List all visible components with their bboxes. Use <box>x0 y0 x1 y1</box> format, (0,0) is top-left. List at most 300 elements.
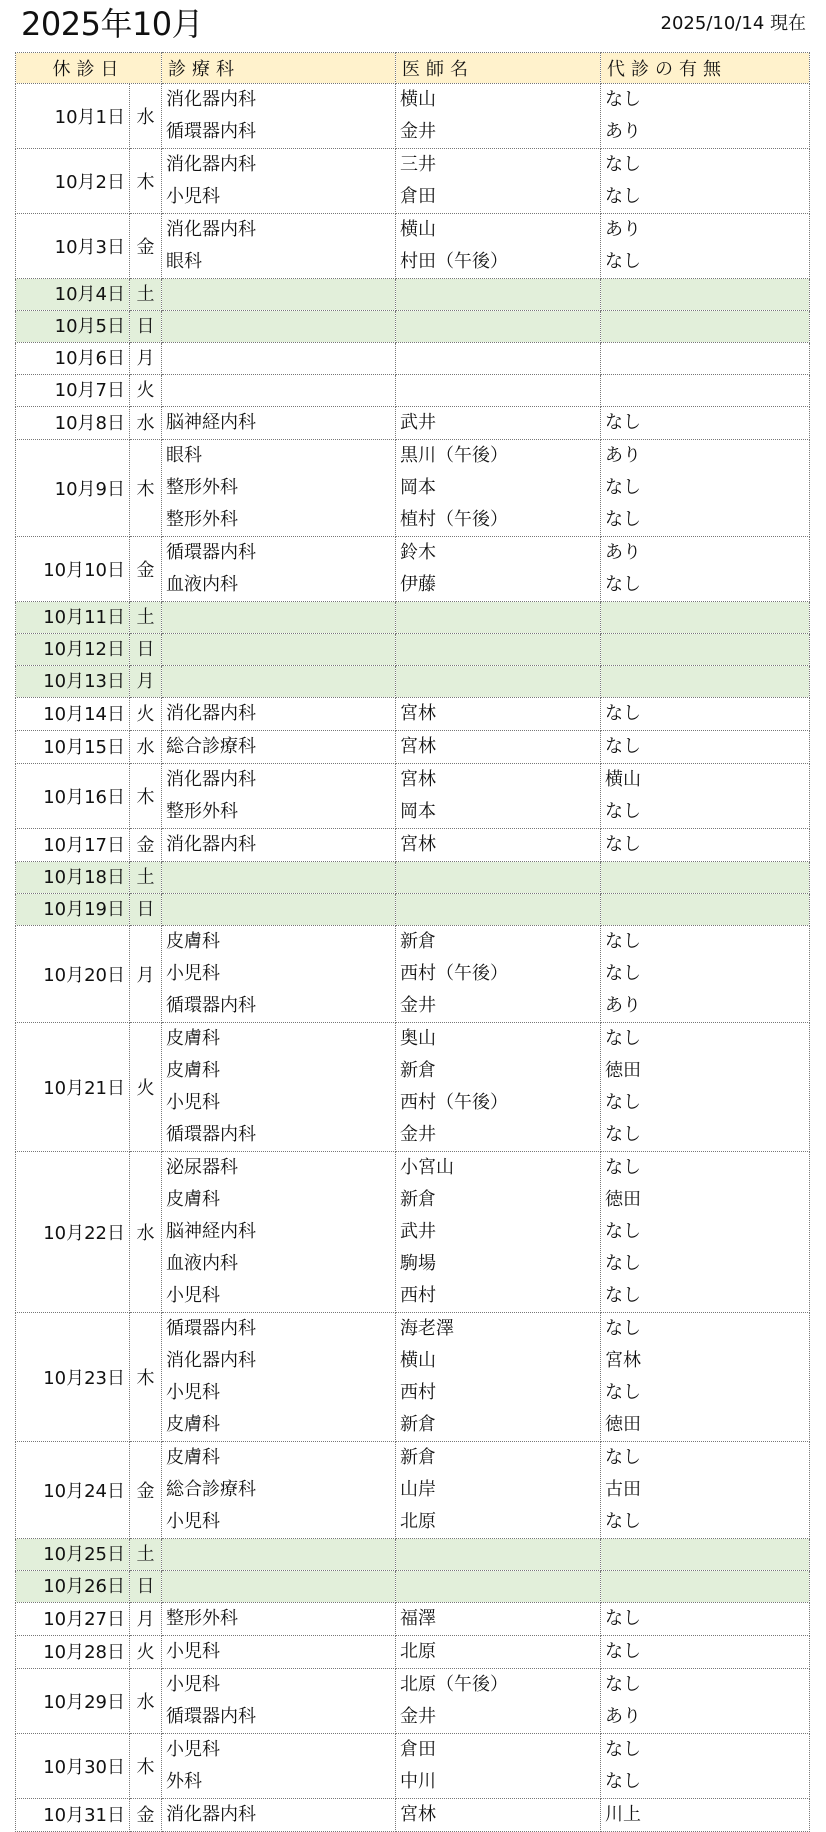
table-row <box>16 862 810 894</box>
day-of-week: 木 <box>130 149 162 214</box>
substitute-value: なし <box>605 834 641 855</box>
table-row <box>16 1669 810 1734</box>
department-cell <box>162 764 396 829</box>
department: 整形外科 <box>166 509 238 530</box>
closed-date: 10月27日 <box>16 1603 130 1636</box>
substitute-cell <box>601 1603 810 1636</box>
department-cell <box>162 666 396 698</box>
substitute-cell <box>601 214 810 279</box>
substitute-cell <box>601 1442 810 1539</box>
substitute-cell <box>601 666 810 698</box>
substitute-cell <box>601 440 810 537</box>
table-row <box>16 1636 810 1669</box>
department-cell <box>162 311 396 343</box>
closed-date: 10月17日 <box>16 829 130 862</box>
substitute-value: 徳田 <box>605 1060 641 1081</box>
doctor-name: 北原 <box>400 1511 436 1532</box>
department: 泌尿器科 <box>166 1157 238 1178</box>
department: 整形外科 <box>166 801 238 822</box>
doctor-name: 武井 <box>400 412 436 433</box>
doctor-name: 奥山 <box>400 1028 436 1049</box>
doctor-name: 新倉 <box>400 1060 436 1081</box>
department: 消化器内科 <box>166 154 256 175</box>
doctor-name: 宮林 <box>400 703 436 724</box>
doctor-name: 北原（午後） <box>400 1674 508 1695</box>
doctor-cell <box>396 1636 601 1669</box>
substitute-value: なし <box>605 477 641 498</box>
department-cell <box>162 894 396 926</box>
department: 眼科 <box>166 445 202 466</box>
doctor-cell <box>396 375 601 407</box>
table-row <box>16 1603 810 1636</box>
doctor-name: 金井 <box>400 1124 436 1145</box>
closed-date: 10月16日 <box>16 764 130 829</box>
doctor-cell <box>396 602 601 634</box>
department: 消化器内科 <box>166 89 256 110</box>
doctor-name: 岡本 <box>400 477 436 498</box>
substitute-value: あり <box>605 542 641 563</box>
substitute-cell <box>601 149 810 214</box>
substitute-cell <box>601 537 810 602</box>
substitute-cell <box>601 926 810 1023</box>
department: 整形外科 <box>166 1608 238 1629</box>
schedule-body <box>16 84 810 1832</box>
day-of-week: 水 <box>130 407 162 440</box>
department-cell <box>162 602 396 634</box>
closed-date: 10月1日 <box>16 84 130 149</box>
substitute-cell <box>601 1152 810 1313</box>
doctor-name: 岡本 <box>400 801 436 822</box>
day-of-week: 火 <box>130 1023 162 1152</box>
substitute-cell <box>601 1636 810 1669</box>
department-cell <box>162 1539 396 1571</box>
substitute-cell <box>601 1539 810 1571</box>
substitute-cell <box>601 1799 810 1832</box>
closed-date: 10月26日 <box>16 1571 130 1603</box>
closed-date: 10月29日 <box>16 1669 130 1734</box>
substitute-cell <box>601 731 810 764</box>
substitute-value: あり <box>605 995 641 1016</box>
day-of-week: 水 <box>130 1152 162 1313</box>
header-doctor: 医師名 <box>396 53 601 84</box>
department: 皮膚科 <box>166 1189 220 1210</box>
doctor-cell <box>396 1734 601 1799</box>
doctor-cell <box>396 1442 601 1539</box>
table-row <box>16 311 810 343</box>
doctor-cell <box>396 731 601 764</box>
department-cell <box>162 407 396 440</box>
substitute-cell <box>601 279 810 311</box>
department: 小児科 <box>166 1382 220 1403</box>
substitute-value: 宮林 <box>605 1350 641 1371</box>
substitute-cell <box>601 1313 810 1442</box>
closed-date: 10月5日 <box>16 311 130 343</box>
doctor-name: 山岸 <box>400 1479 436 1500</box>
department-cell <box>162 829 396 862</box>
substitute-value: なし <box>605 1641 641 1662</box>
doctor-name: 黒川（午後） <box>400 445 508 466</box>
table-row <box>16 375 810 407</box>
department: 消化器内科 <box>166 219 256 240</box>
closed-date: 10月10日 <box>16 537 130 602</box>
department: 小児科 <box>166 963 220 984</box>
header-department: 診療科 <box>162 53 396 84</box>
department: 総合診療科 <box>166 1479 256 1500</box>
department: 皮膚科 <box>166 1414 220 1435</box>
table-row <box>16 279 810 311</box>
day-of-week: 月 <box>130 666 162 698</box>
doctor-name: 駒場 <box>400 1253 436 1274</box>
department: 血液内科 <box>166 574 238 595</box>
substitute-value: なし <box>605 1318 641 1339</box>
department-cell <box>162 1152 396 1313</box>
doctor-cell <box>396 829 601 862</box>
day-of-week: 金 <box>130 1799 162 1832</box>
department-cell <box>162 1734 396 1799</box>
department-cell <box>162 1313 396 1442</box>
day-of-week: 金 <box>130 829 162 862</box>
closed-date: 10月2日 <box>16 149 130 214</box>
day-of-week: 土 <box>130 279 162 311</box>
doctor-cell <box>396 537 601 602</box>
department-cell <box>162 1669 396 1734</box>
table-row <box>16 214 810 279</box>
department-cell <box>162 84 396 149</box>
substitute-value: あり <box>605 445 641 466</box>
closed-date: 10月25日 <box>16 1539 130 1571</box>
doctor-cell <box>396 440 601 537</box>
table-row <box>16 1734 810 1799</box>
table-row <box>16 1539 810 1571</box>
doctor-name: 伊藤 <box>400 574 436 595</box>
day-of-week: 金 <box>130 537 162 602</box>
department: 総合診療科 <box>166 736 256 757</box>
table-header-row <box>16 53 810 84</box>
table-row <box>16 1152 810 1313</box>
substitute-value: なし <box>605 963 641 984</box>
department: 循環器内科 <box>166 995 256 1016</box>
substitute-value: なし <box>605 1608 641 1629</box>
closed-date: 10月30日 <box>16 1734 130 1799</box>
department: 外科 <box>166 1771 202 1792</box>
substitute-cell <box>601 862 810 894</box>
substitute-cell <box>601 1734 810 1799</box>
header-closed-day: 休診日 <box>16 53 162 84</box>
doctor-cell <box>396 862 601 894</box>
department: 消化器内科 <box>166 769 256 790</box>
doctor-name: 倉田 <box>400 186 436 207</box>
department: 眼科 <box>166 251 202 272</box>
substitute-value: あり <box>605 219 641 240</box>
doctor-cell <box>396 698 601 731</box>
day-of-week: 月 <box>130 926 162 1023</box>
day-of-week: 日 <box>130 634 162 666</box>
department-cell <box>162 1799 396 1832</box>
substitute-value: 横山 <box>605 769 641 790</box>
doctor-name: 倉田 <box>400 1739 436 1760</box>
department: 循環器内科 <box>166 542 256 563</box>
substitute-value: なし <box>605 931 641 952</box>
day-of-week: 金 <box>130 1442 162 1539</box>
day-of-week: 土 <box>130 602 162 634</box>
doctor-cell <box>396 1539 601 1571</box>
doctor-cell <box>396 214 601 279</box>
department: 消化器内科 <box>166 1350 256 1371</box>
substitute-cell <box>601 84 810 149</box>
doctor-name: 西村 <box>400 1285 436 1306</box>
department-cell <box>162 375 396 407</box>
substitute-value: なし <box>605 1092 641 1113</box>
department: 皮膚科 <box>166 1060 220 1081</box>
day-of-week: 日 <box>130 311 162 343</box>
doctor-cell <box>396 1799 601 1832</box>
table-row <box>16 926 810 1023</box>
day-of-week: 月 <box>130 1603 162 1636</box>
table-row <box>16 666 810 698</box>
doctor-cell <box>396 1152 601 1313</box>
department: 血液内科 <box>166 1253 238 1274</box>
department: 循環器内科 <box>166 121 256 142</box>
substitute-value: なし <box>605 1253 641 1274</box>
department-cell <box>162 1442 396 1539</box>
department-cell <box>162 862 396 894</box>
doctor-name: 西村（午後） <box>400 1092 508 1113</box>
closed-date: 10月11日 <box>16 602 130 634</box>
substitute-value: なし <box>605 412 641 433</box>
day-of-week: 金 <box>130 214 162 279</box>
substitute-value: なし <box>605 1124 641 1145</box>
doctor-name: 横山 <box>400 89 436 110</box>
department: 皮膚科 <box>166 931 220 952</box>
day-of-week: 木 <box>130 764 162 829</box>
department: 小児科 <box>166 1674 220 1695</box>
doctor-name: 西村（午後） <box>400 963 508 984</box>
doctor-cell <box>396 311 601 343</box>
closed-date: 10月19日 <box>16 894 130 926</box>
department: 脳神経内科 <box>166 1221 256 1242</box>
substitute-value: 徳田 <box>605 1414 641 1435</box>
doctor-name: 横山 <box>400 219 436 240</box>
table-row <box>16 149 810 214</box>
doctor-cell <box>396 1669 601 1734</box>
doctor-cell <box>396 1571 601 1603</box>
closed-date: 10月23日 <box>16 1313 130 1442</box>
doctor-cell <box>396 279 601 311</box>
doctor-name: 新倉 <box>400 1447 436 1468</box>
department: 皮膚科 <box>166 1028 220 1049</box>
substitute-value: なし <box>605 703 641 724</box>
doctor-name: 金井 <box>400 121 436 142</box>
doctor-name: 福澤 <box>400 1608 436 1629</box>
department-cell <box>162 634 396 666</box>
substitute-value: なし <box>605 1739 641 1760</box>
day-of-week: 土 <box>130 1539 162 1571</box>
substitute-value: なし <box>605 1382 641 1403</box>
doctor-name: 宮林 <box>400 769 436 790</box>
table-row <box>16 894 810 926</box>
substitute-value: あり <box>605 1706 641 1727</box>
department-cell <box>162 440 396 537</box>
department: 循環器内科 <box>166 1318 256 1339</box>
day-of-week: 日 <box>130 894 162 926</box>
department-cell <box>162 279 396 311</box>
substitute-value: なし <box>605 1157 641 1178</box>
table-row <box>16 1023 810 1152</box>
closed-date: 10月13日 <box>16 666 130 698</box>
department-cell <box>162 1636 396 1669</box>
day-of-week: 水 <box>130 731 162 764</box>
substitute-value: なし <box>605 251 641 272</box>
closed-date: 10月7日 <box>16 375 130 407</box>
department: 皮膚科 <box>166 1447 220 1468</box>
doctor-cell <box>396 1023 601 1152</box>
closed-date: 10月22日 <box>16 1152 130 1313</box>
doctor-name: 三井 <box>400 154 436 175</box>
department: 小児科 <box>166 1641 220 1662</box>
table-row <box>16 84 810 149</box>
substitute-value: 川上 <box>605 1804 641 1825</box>
table-row <box>16 1313 810 1442</box>
day-of-week: 木 <box>130 440 162 537</box>
department-cell <box>162 214 396 279</box>
department-cell <box>162 926 396 1023</box>
closed-date: 10月6日 <box>16 343 130 375</box>
doctor-cell <box>396 894 601 926</box>
doctor-name: 北原 <box>400 1641 436 1662</box>
department: 脳神経内科 <box>166 412 256 433</box>
substitute-cell <box>601 894 810 926</box>
day-of-week: 火 <box>130 375 162 407</box>
substitute-value: なし <box>605 1511 641 1532</box>
closed-date: 10月18日 <box>16 862 130 894</box>
substitute-value: あり <box>605 121 641 142</box>
doctor-name: 宮林 <box>400 736 436 757</box>
doctor-cell <box>396 1313 601 1442</box>
closed-date: 10月9日 <box>16 440 130 537</box>
substitute-cell <box>601 764 810 829</box>
closed-date: 10月20日 <box>16 926 130 1023</box>
doctor-name: 村田（午後） <box>400 251 508 272</box>
doctor-name: 新倉 <box>400 931 436 952</box>
substitute-value: なし <box>605 1221 641 1242</box>
department-cell <box>162 537 396 602</box>
closed-date: 10月24日 <box>16 1442 130 1539</box>
table-row <box>16 698 810 731</box>
substitute-value: 徳田 <box>605 1189 641 1210</box>
substitute-value: なし <box>605 1028 641 1049</box>
doctor-cell <box>396 343 601 375</box>
substitute-cell <box>601 1023 810 1152</box>
department-cell <box>162 149 396 214</box>
doctor-name: 金井 <box>400 995 436 1016</box>
table-row <box>16 343 810 375</box>
day-of-week: 土 <box>130 862 162 894</box>
page-title: 2025年10月 <box>21 5 204 43</box>
day-of-week: 月 <box>130 343 162 375</box>
substitute-value: なし <box>605 186 641 207</box>
doctor-cell <box>396 149 601 214</box>
doctor-cell <box>396 1603 601 1636</box>
doctor-name: 新倉 <box>400 1189 436 1210</box>
table-row <box>16 537 810 602</box>
department: 小児科 <box>166 186 220 207</box>
department: 小児科 <box>166 1285 220 1306</box>
day-of-week: 木 <box>130 1734 162 1799</box>
substitute-cell <box>601 634 810 666</box>
doctor-cell <box>396 926 601 1023</box>
department: 循環器内科 <box>166 1706 256 1727</box>
table-row <box>16 764 810 829</box>
day-of-week: 火 <box>130 698 162 731</box>
doctor-name: 鈴木 <box>400 542 436 563</box>
substitute-cell <box>601 407 810 440</box>
doctor-name: 宮林 <box>400 834 436 855</box>
table-row <box>16 829 810 862</box>
doctor-cell <box>396 84 601 149</box>
department-cell <box>162 1023 396 1152</box>
table-row <box>16 602 810 634</box>
department: 消化器内科 <box>166 834 256 855</box>
doctor-name: 横山 <box>400 1350 436 1371</box>
substitute-cell <box>601 602 810 634</box>
closure-schedule-table <box>15 52 810 1832</box>
substitute-value: 古田 <box>605 1479 641 1500</box>
substitute-cell <box>601 1571 810 1603</box>
department: 小児科 <box>166 1739 220 1760</box>
table-row <box>16 1571 810 1603</box>
department: 循環器内科 <box>166 1124 256 1145</box>
department: 消化器内科 <box>166 703 256 724</box>
closed-date: 10月12日 <box>16 634 130 666</box>
substitute-cell <box>601 829 810 862</box>
table-row <box>16 1799 810 1832</box>
department: 消化器内科 <box>166 1804 256 1825</box>
table-row <box>16 407 810 440</box>
department: 整形外科 <box>166 477 238 498</box>
closed-date: 10月15日 <box>16 731 130 764</box>
day-of-week: 水 <box>130 84 162 149</box>
substitute-value: なし <box>605 801 641 822</box>
closed-date: 10月28日 <box>16 1636 130 1669</box>
day-of-week: 火 <box>130 1636 162 1669</box>
day-of-week: 水 <box>130 1669 162 1734</box>
substitute-value: なし <box>605 89 641 110</box>
substitute-value: なし <box>605 1771 641 1792</box>
day-of-week: 木 <box>130 1313 162 1442</box>
table-row <box>16 1442 810 1539</box>
doctor-name: 武井 <box>400 1221 436 1242</box>
doctor-name: 宮林 <box>400 1804 436 1825</box>
doctor-name: 小宮山 <box>400 1157 454 1178</box>
department-cell <box>162 698 396 731</box>
department-cell <box>162 343 396 375</box>
closed-date: 10月4日 <box>16 279 130 311</box>
closed-date: 10月14日 <box>16 698 130 731</box>
closed-date: 10月8日 <box>16 407 130 440</box>
day-of-week: 日 <box>130 1571 162 1603</box>
doctor-cell <box>396 666 601 698</box>
closed-date: 10月3日 <box>16 214 130 279</box>
substitute-value: なし <box>605 574 641 595</box>
doctor-name: 西村 <box>400 1382 436 1403</box>
doctor-name: 中川 <box>400 1771 436 1792</box>
substitute-cell <box>601 343 810 375</box>
doctor-name: 金井 <box>400 1706 436 1727</box>
table-row <box>16 440 810 537</box>
substitute-value: なし <box>605 509 641 530</box>
doctor-cell <box>396 407 601 440</box>
substitute-value: なし <box>605 154 641 175</box>
